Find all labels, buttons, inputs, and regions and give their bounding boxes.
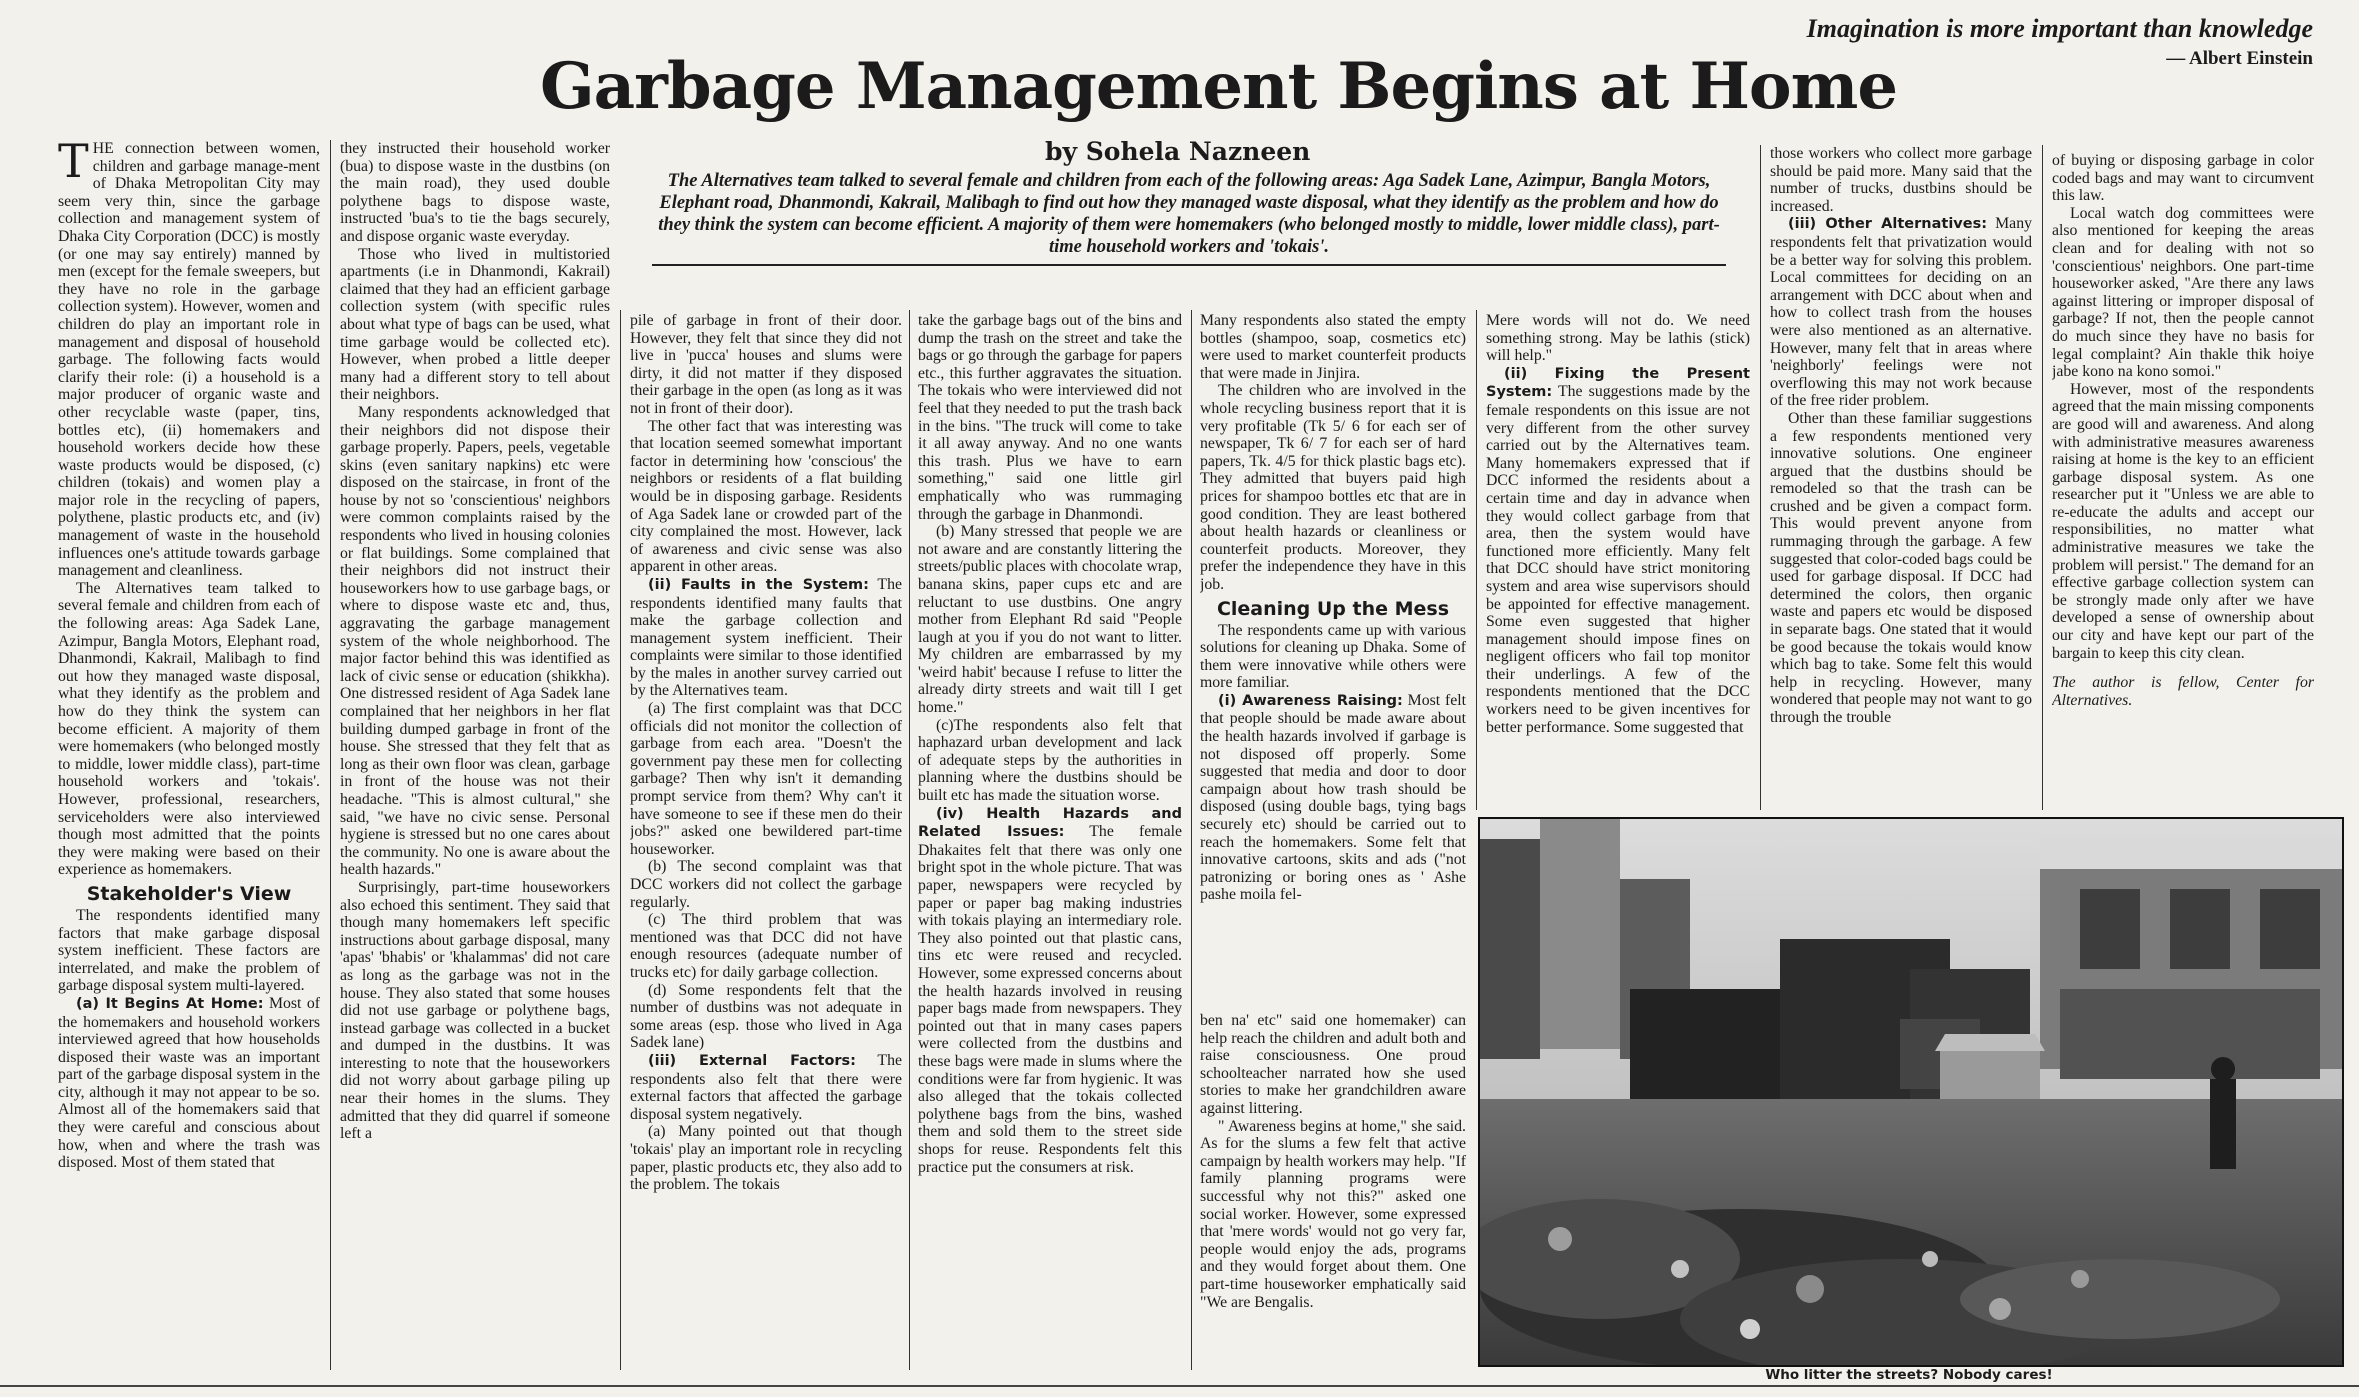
headline: Garbage Management Begins at Home xyxy=(540,49,1898,124)
paragraph: of buying or disposing garbage in color coded bags and may want to circumvent this law. xyxy=(2052,152,2314,205)
column-rule xyxy=(2042,145,2043,810)
subhead-cleaning-up-the-mess: Cleaning Up the Mess xyxy=(1216,597,1450,620)
paragraph: Many respondents acknowledged that their neighbors did not dispose their garbage properly. Papers, peels, vegetable skins (even sanitary napkins) etc were disposed on the staircase, in front of the house by not so 'conscientious' neighbors were common complaints raised by the respondents who lived in housing colonies or flat buildings. Some complained that their neighbors did not instruct their houseworkers how to use garbage bags, or where to dispose waste etc and, thus, aggravating the garbage management system of the whole neighborhood. The major factor behind this was identified as lack of civic sense or education (shikkha). One distressed resident of Aga Sadek lane complained that her neighbors in her flat building dumped garbage in front of the house. She stressed that they felt that as long as their own floor was clean, garbage in front of the house was not their headache. "This is almost cultural," she said, "we have no civic sense. Personal hygiene is stressed but no one cares about the community. No one is aware about the health hazards." xyxy=(340,403,610,879)
column-7 xyxy=(1770,145,2032,810)
photo-caption: Who litter the streets? Nobody cares! xyxy=(1765,1367,2053,1383)
paragraph: (iii) External Factors: The respondents also felt that there were external factors that affected the garbage disposal system negatively. xyxy=(630,1051,902,1123)
paragraph: take the garbage bags out of the bins and dump the trash on the street and take the bags or go through the garbage for papers etc., this further aggravates the situation. The tokais who were interviewed did not feel that they needed to put the trash back in the bins. "The truck will come to take it all away anyway. And no one wants this trash. Plus we have to earn something," said one little girl emphatically who was rummaging through the garbage in Dhanmondi. xyxy=(918,312,1182,523)
epigraph-quote: Imagination is more important than knowledge xyxy=(1806,14,2313,43)
paragraph: they instructed their household worker (bua) to dispose waste in the dustbins (on the main road), they used double polythene bags to dispose waste, instructed 'bua's to tie the bags securely, and dispose organic waste everyday. xyxy=(340,140,610,245)
paragraph: (c) The third problem that was mentioned was that DCC did not have enough resources (adequate number of trucks etc) for daily garbage collection. xyxy=(630,911,902,981)
paragraph: " Awareness begins at home," she said. As for the slums a few felt that active campaign by health workers may help. "If family planning programs were successful why not this?" asked one social worker. However, some expressed that 'mere words' would not go very far, people would enjoy the ads, programs and they would forget about them. One part-time houseworker emphatically said "We are Bengalis. xyxy=(1200,1117,1466,1311)
paragraph: those workers who collect more garbage should be paid more. Many said that the number of trucks, dustbins should be increased. xyxy=(1770,145,2032,215)
paragraph: The respondents identified many factors that make garbage disposal system inefficient. These factors are interrelated, and make the problem of garbage disposal system multi-layered. xyxy=(58,906,320,995)
paragraph: (iii) Other Alternatives: Many respondents felt that privatization would be a better way for solving this problem. Local committees for deciding on an arrangement with DCC about when and how to collect trash from the houses were also mentioned as an alternative. However, many felt that in areas where 'neighborly' feelings were not overflowing this may not work because of the free rider problem. xyxy=(1770,215,2032,410)
column-3 xyxy=(630,312,902,1375)
paragraph: Local watch dog committees were also mentioned for keeping the areas clean and for dealing with not so 'conscientious' neighbors. One part-time houseworker asked, "Are there any laws against littering or improper disposal of garbage? If not, then the people cannot do much since they have no basis for legal complaint? Ain thakle thik hoiye jabe kono na kono somoi." xyxy=(2052,204,2314,381)
column-rule xyxy=(1476,310,1477,810)
paragraph: Other than these familiar suggestions a few respondents mentioned very innovative solutions. One engineer argued that the dustbins should be remodeled so that the trash can be crushed and be given a compact form. This would prevent anyone from rummaging through the garbage. A few suggested that color-coded bags could be used for garbage disposal. If DCC had determined the colors, then organic waste and papers etc would be disposed in separate bags. One stated that it would be good because the tokais would know which bag to take. Some felt this would help in recycling. However, many wondered that people may not want to go through the trouble xyxy=(1770,409,2032,726)
column-rule xyxy=(330,140,331,1370)
paragraph: Many respondents also stated the empty bottles (shampoo, soap, cosmetics etc) were used to market counterfeit products that were made in Jinjira. xyxy=(1200,312,1466,382)
drop-cap: T xyxy=(58,140,89,188)
column-rule xyxy=(1760,145,1761,810)
paragraph: Surprisingly, part-time houseworkers also echoed this sentiment. They said that though many homemakers left specific instructions about garbage disposal, many 'apas' 'bhabis' or 'khalammas' did not care as long as the garbage was not in the house. They also stated that some houses did not use garbage or polythene bags, instead garbage was collected in a bucket and dumped in the dustbins. It was interesting to note that the houseworkers did not worry about garbage piling up near their homes in the slums. They admitted that they did quarrel if someone left a xyxy=(340,878,610,1143)
paragraph: Those who lived in multistoried apartments (i.e in Dhanmondi, Kakrail) claimed that they had an efficient garbage collection system (with specific rules about what type of bags can be used, what time garbage would be collected etc). However, when probed a little deeper many had a different story to tell about their neighbors. xyxy=(340,245,610,404)
byline: by Sohela Nazneen xyxy=(1045,137,1311,166)
column-8 xyxy=(2052,152,2314,812)
column-4 xyxy=(918,312,1182,1375)
paragraph: (b) The second complaint was that DCC workers did not collect the garbage regularly. xyxy=(630,858,902,911)
epigraph-author: — Albert Einstein xyxy=(2166,48,2313,69)
column-5-continued xyxy=(1200,1012,1466,1375)
paragraph: The Alternatives team talked to several female and children from each of the following areas: Aga Sadek Lane, Azimpur, Bangla Motors, Elephant road, Dhanmondi, Kakrail, Malibagh to find out how they managed waste disposal, what they identify as the problem and how do they think the system can become efficient. A majority of them were homemakers (who belonged mostly to middle, lower middle class), part-time household workers and 'tokais'. However, professional, researchers, serviceholders were also interviewed though most admitted that the points they were making were based on their experience as homemakers. xyxy=(58,579,320,879)
column-1 xyxy=(58,140,320,1375)
author-note: The author is fellow, Center for Alternatives. xyxy=(2052,674,2314,709)
paragraph: However, most of the respondents agreed that the main missing components are good will and awareness. And along with administrative measures awareness raising at home is the key to an efficient garbage disposal system. As one researcher put it "Unless we are able to re-educate the adults and accept our responsibilities, no matter what administrative measures we take the problem will persist." The demand for an effective garbage collection system can be strongly made only after we have developed a sense of ownership about our city and have kept our part of the bargain to keep this city clean. xyxy=(2052,380,2314,662)
column-6 xyxy=(1486,312,1750,810)
column-rule xyxy=(620,310,621,1370)
paragraph: The other fact that was interesting was that location seemed somewhat important factor in determining how 'conscious' the neighbors or residents of a flat building would be in disposing garbage. Residents of Aga Sadek lane or crowded part of the city complained the most. However, lack of awareness and civic sense was also apparent in other areas. xyxy=(630,417,902,576)
paragraph: (iv) Health Hazards and Related Issues: The female Dhakaites felt that there was only one bright spot in the whole picture. That was paper, newspapers were recycled by paper or paper bag making industries with tokais playing an intermediary role. They also pointed out that plastic cans, tins etc were reused and recycled. However, some expressed concerns about the health hazards involved in reusing paper bags made from newspapers. They pointed out that in many cases papers were collected from the dustbins and these bags were made in slums where the conditions were far from hygienic. It was also alleged that the tokais collected polythene bags from the bins, washed them and sold them to the street side shops for reuse. Respondents felt this practice put the consumers at risk. xyxy=(918,805,1182,1176)
page-bottom-rule xyxy=(0,1385,2359,1387)
paragraph: (d) Some respondents felt that the number of dustbins was not adequate in some areas (esp. those who lived in Aga Sadek lane) xyxy=(630,981,902,1052)
photo-illustration xyxy=(1480,819,2342,1365)
paragraph: (ii) Faults in the System: The respondents identified many faults that make the garbage collection and management system inefficient. Their complaints were similar to those identified by the males in another survey carried out by the Alternatives team. xyxy=(630,575,902,700)
street-garbage-photo xyxy=(1478,817,2344,1367)
paragraph: (a) Many pointed out that though 'tokais' play an important role in recycling paper, plastic products etc, they also add to the problem. The tokais xyxy=(630,1123,902,1194)
paragraph: (b) Many stressed that people we are not aware and are constantly littering the streets/public places with chocolate wrap, banana skins, paper cups etc and are reluctant to use dustbins. One angry mother from Elephant Rd said "People laugh at you if you do not want to litter. My children are embarrassed by my 'weird habit' because I refuse to litter the already dirty streets and wait till I get home." xyxy=(918,523,1182,717)
paragraph: The children who are involved in the whole recycling business report that it is very profitable (Tk 5/ 6 for each ser of newspaper, Tk 6/ 7 for each ser of hard papers, Tk. 4/5 for thick plastic bags etc). They admitted that buyers paid high prices for shampoo bottles etc that are in good condition. They are least bothered about health hazards or cleanliness or counterfeit products. Moreover, they prefer the independence they have in this job. xyxy=(1200,382,1466,593)
paragraph: The respondents came up with various solutions for cleaning up Dhaka. Some of them were innovative while others were more familiar. xyxy=(1200,621,1466,692)
paragraph: (a) It Begins At Home: Most of the homemakers and household workers interviewed agreed that how households disposed their waste was an important part of the garbage disposal system in the city, although it may not appear to be so. Almost all of the homemakers said that they were careful and conscious about how, when and where the trash was disposed. Most of them stated that xyxy=(58,994,320,1172)
paragraph: pile of garbage in front of their door. However, they felt that since they did not live in 'pucca' houses and slums were dirty, it did not matter if they disposed their garbage in the open (as long as it was not in front of their door). xyxy=(630,312,902,417)
paragraph: ben na' etc" said one homemaker) can help reach the children and adult both and raise consciousness. One proud schoolteacher narrated how she used stories to make her grandchildren aware against littering. xyxy=(1200,1012,1466,1117)
column-5 xyxy=(1200,312,1466,1017)
paragraph: (ii) Fixing the Present System: The suggestions made by the female respondents on this issue are not very different from the other survey carried out by the Alternatives team. Many homemakers expressed that if DCC informed the residents about a certain time and day in advance when they would collect garbage from that area, then the system would have functioned more efficiently. Many felt that DCC should have strict monitoring system and area wise supervisors should be appointed for effective management. Some even suggested that higher management should impose fines on negligent officers who fail top monitor their underlings. A few of the respondents mentioned that the DCC workers need to be given incentives for better performance. Some suggested that xyxy=(1486,365,1750,736)
paragraph: Mere words will not do. We need something strong. May be lathis (stick) will help." xyxy=(1486,312,1750,365)
paragraph: THE connection between women, children and garbage manage-ment of Dhaka Metropolitan City may seem very thin, since the garbage collection and management system of Dhaka City Corporation (DCC) is mostly (or one may say entirely) manned by men (except for the female sweepers, but they have no role in the garbage collection system). However, women and children do play an important role in management and disposal of household garbage. The following facts would clarify their role: (i) a household is a major producer of organic waste and other recyclable waste (paper, tins, bottles etc), (ii) homemakers and household workers decide how these waste products would be disposed, (c) children (tokais) and women play a major role in the recycling of papers, polythene, plastic products etc, and (iv) management of waste in the household influences one's attitude towards garbage management and cleanliness. xyxy=(58,140,320,580)
paragraph: (c)The respondents also felt that haphazard urban development and lack of adequate steps by the authorities in planning where the dustbins should be built etc has made the situation worse. xyxy=(918,716,1182,805)
standfirst: The Alternatives team talked to several female and children from each of the following areas: Aga Sadek Lane, Azimpur, Bangla Motors, Elephant road, Dhanmondi, Kakrail, Malibagh to find out how they managed waste disposal, what they identify as the problem and how do they think the system can become efficient. A majority of them were homemakers (who belonged mostly to middle, lower middle class), part-time household workers and 'tokais'. xyxy=(652,170,1726,266)
subhead-stakeholders-view: Stakeholder's View xyxy=(86,882,292,905)
paragraph: (a) The first complaint was that DCC officials did not monitor the collection of garbage from each area. "Doesn't the government pay these men for collecting garbage? Then why isn't it demanding prompt service from them? Why can't it have someone to see if these men do their jobs?" asked one bewildered part-time houseworker. xyxy=(630,700,902,858)
column-rule xyxy=(909,310,910,1370)
column-rule xyxy=(1191,310,1192,1370)
paragraph: (i) Awareness Raising: Most felt that people should be made aware about the health hazards involved if garbage is not disposed off properly. Some suggested that media and door to door campaign about how trash should be disposed (using double bags, tying bags securely etc) should be carried out to reach the homemakers. Some felt that innovative cartoons, skits and ads ("not patronizing or boring ones as ' Ashe pashe moila fel- xyxy=(1200,691,1466,904)
column-2 xyxy=(340,140,610,1375)
